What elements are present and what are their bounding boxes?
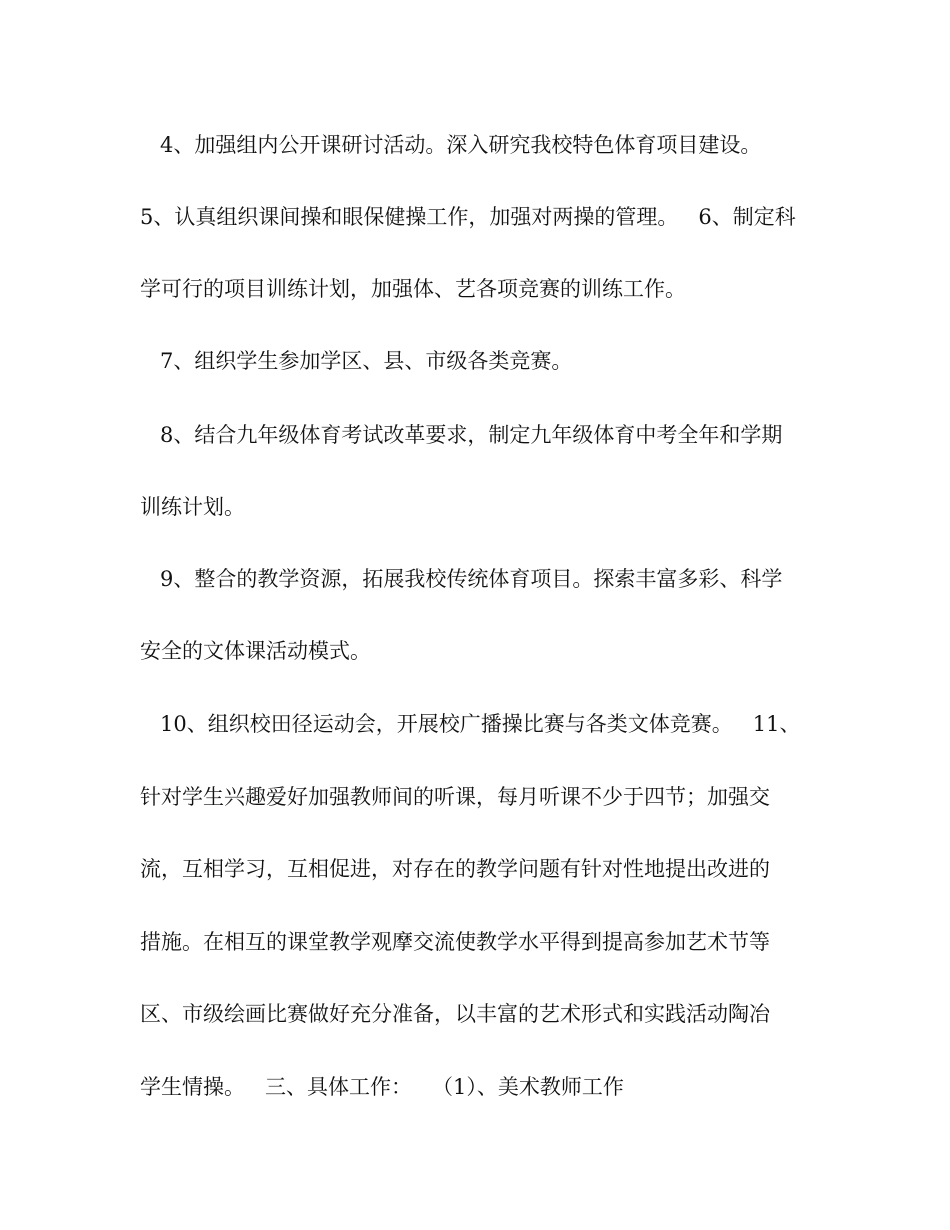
paragraph-line: 4、加强组内公开课研讨活动。深入研究我校特色体育项目建设。 [140,133,762,157]
paragraph-line: 安全的文体课活动模式。 [140,639,371,663]
paragraph-line: 针对学生兴趣爱好加强教师间的听课，每月听课不少于四节；加强交 [140,785,770,809]
paragraph-line: 10、组织校田径运动会，开展校广播操比赛与各类文体竞赛。 11、 [140,712,801,736]
paragraph-line: 学可行的项目训练计划，加强体、艺各项竞赛的训练工作。 [140,277,686,301]
paragraph-line: 7、组织学生参加学区、县、市级各类竞赛。 [140,349,573,373]
paragraph-line: 区、市级绘画比赛做好充分准备，以丰富的艺术形式和实践活动陶冶 [140,1002,770,1026]
paragraph-line: 9、整合的教学资源，拓展我校传统体育项目。探索丰富多彩、科学 [140,567,783,591]
paragraph-line: 学生情操。 三、具体工作： （1）、美术教师工作 [140,1075,624,1099]
paragraph-line: 5、认真组织课间操和眼保健操工作，加强对两操的管理。 6、制定科 [140,205,796,229]
paragraph-line: 训练计划。 [140,495,245,519]
paragraph-line: 措施。在相互的课堂教学观摩交流使教学水平得到提高参加艺术节等 [140,930,770,954]
paragraph-line: 8、结合九年级体育考试改革要求，制定九年级体育中考全年和学期 [140,423,783,447]
paragraph-line: 流，互相学习，互相促进，对存在的教学问题有针对性地提出改进的 [140,857,770,881]
